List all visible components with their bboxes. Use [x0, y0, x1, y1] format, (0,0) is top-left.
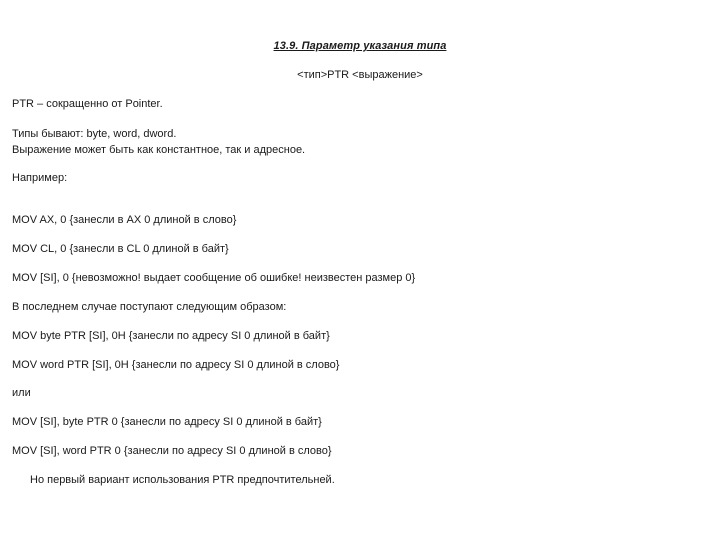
code-line-word-ptr: MOV word PTR [SI], 0H {занесли по адресу SI 0 длиной в слово} [12, 359, 340, 371]
code-line-mov-cl: MOV CL, 0 {занесли в CL 0 длиной в байт} [12, 243, 229, 255]
code-line-mov-ax: MOV AX, 0 {занесли в AX 0 длиной в слово} [12, 214, 237, 226]
text-line-example-label: Например: [12, 172, 68, 184]
text-line-last-case: В последнем случае поступают следующим образом: [12, 301, 287, 313]
section-heading: 13.9. Параметр указания типа [273, 40, 447, 52]
text-line-types: Типы бывают: byte, word, dword. [12, 128, 177, 140]
code-line-mov-si-error: MOV [SI], 0 {невозможно! выдает сообщение об ошибке! неизвестен размер 0} [12, 272, 416, 284]
text-line-or: или [12, 387, 31, 399]
syntax-line: <тип>PTR <выражение> [297, 69, 423, 81]
text-line-conclusion: Но первый вариант использования PTR предпочтительней. [30, 474, 335, 486]
code-line-si-byte-ptr: MOV [SI], byte PTR 0 {занесли по адресу SI 0 длиной в байт} [12, 416, 322, 428]
code-line-si-word-ptr: MOV [SI], word PTR 0 {занесли по адресу SI 0 длиной в слово} [12, 445, 332, 457]
text-line-ptr-definition: PTR – сокращенно от Pointer. [12, 98, 163, 110]
code-line-byte-ptr: MOV byte PTR [SI], 0H {занесли по адресу SI 0 длиной в байт} [12, 330, 330, 342]
text-line-expression: Выражение может быть как константное, так и адресное. [12, 144, 306, 156]
